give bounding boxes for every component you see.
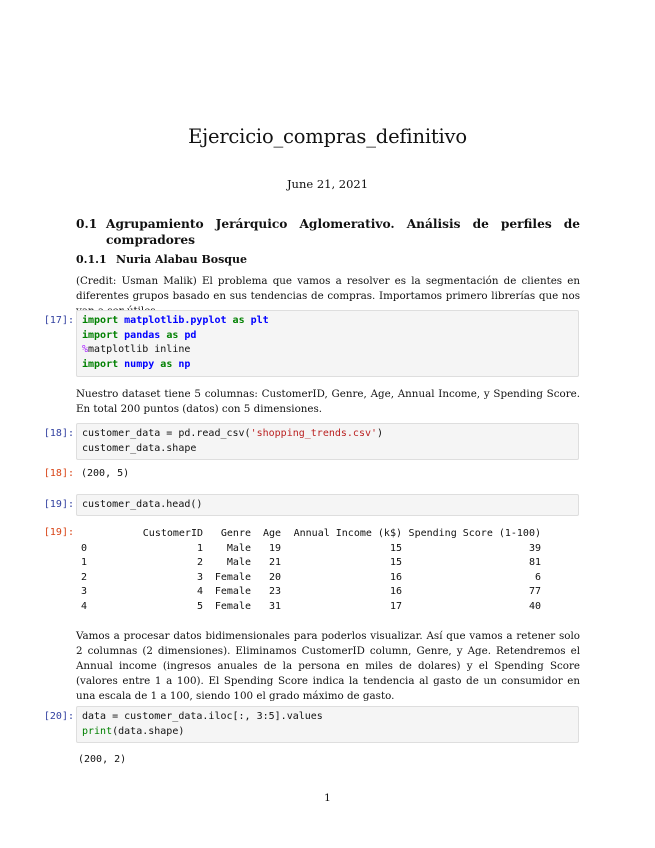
column-header: Annual Income (k$) xyxy=(293,528,402,539)
cell-20-output: (200, 2) xyxy=(78,754,127,765)
index-header xyxy=(81,527,119,542)
cell-age: 21 xyxy=(268,557,281,568)
keyword: as xyxy=(166,329,179,341)
string-literal: 'shopping_trends.csv' xyxy=(250,428,378,439)
cell-19-code[interactable] xyxy=(76,494,579,516)
cell-spending-score: 40 xyxy=(528,600,541,612)
paragraph-intro: (Credit: Usman Malik) El problema que vamos a resolver es la segmentación de clientes en diferentes grupos basado en sus tendencias de compras. Importamos primero librerías que nos xyxy=(76,275,580,302)
cell-spending-score: 81 xyxy=(528,557,541,568)
row-index: 1 xyxy=(81,557,88,568)
paragraph-processing: Vamos a procesar datos bidimensionales para poderlos visualizar. Así que vamos a retener solo 2 columnas (2 dimensiones). Eliminamos CustomerID column, Genre, y Age. Retendremos el Annual income (ingresos anuales de la persona en miles de dolares) y el Spending Score (valores entre 1 a 100). El Spending Score indica la tendencia al gasto de un consumidor en una escala de 1 a 100, siendo 100 el grado máximo de gasto. xyxy=(76,630,580,702)
cell-annual-income: 17 xyxy=(389,600,402,612)
cell-annual-income: 15 xyxy=(389,542,402,554)
row-index: 4 xyxy=(81,600,88,612)
cell-customer-id: 5 xyxy=(196,600,203,612)
section-number: 0.1 xyxy=(76,217,98,231)
magic-command: matplotlib inline xyxy=(88,344,191,355)
keyword: as xyxy=(160,358,173,370)
code-text: customer_data = pd.read_csv( xyxy=(82,428,251,439)
code-text: ) xyxy=(377,428,384,439)
cell-genre: Female xyxy=(214,600,251,612)
row-index: 0 xyxy=(81,542,88,554)
column-header: Age xyxy=(262,528,281,539)
cell-age: 19 xyxy=(268,542,281,554)
builtin-function: print xyxy=(82,725,113,737)
cell-genre: Male xyxy=(226,542,251,554)
code-text: (data.shape) xyxy=(112,725,185,737)
cell-18-prompt: [18]: xyxy=(43,428,74,439)
code-line: customer_data.shape xyxy=(82,442,197,454)
module-alias: np xyxy=(178,358,191,370)
paragraph-dataset: Nuestro dataset tiene 5 columnas: CustomerID, Genre, Age, Annual Income, y Spending Score. En total 200 puntos (datos) con 5 dimensiones. xyxy=(76,388,580,415)
cell-17-code[interactable] xyxy=(76,310,579,377)
keyword: import xyxy=(82,329,119,341)
cell-spending-score: 77 xyxy=(528,586,541,597)
keyword: as xyxy=(232,315,245,326)
cell-19-prompt: [19]: xyxy=(43,499,74,510)
column-header: Spending Score (1-100) xyxy=(408,528,541,539)
cell-18-code[interactable] xyxy=(76,423,579,460)
subsection-title: Nuria Alabau Bosque xyxy=(116,253,247,266)
cell-age: 31 xyxy=(268,600,281,612)
cell-genre: Female xyxy=(214,571,251,583)
table-row xyxy=(81,585,541,600)
cell-annual-income: 16 xyxy=(389,571,402,583)
module-alias: plt xyxy=(250,315,269,326)
keyword: import xyxy=(82,315,119,326)
cell-age: 20 xyxy=(268,571,281,583)
subsection-number: 0.1.1 xyxy=(76,253,107,266)
row-index: 3 xyxy=(81,586,88,597)
table-header-row xyxy=(81,527,541,542)
document-date: June 21, 2021 xyxy=(286,177,369,191)
magic-symbol: % xyxy=(82,344,89,355)
cell-20-code[interactable] xyxy=(76,706,579,743)
code-line: data = customer_data.iloc[:, 3:5].values xyxy=(82,711,323,722)
section-heading xyxy=(76,216,580,248)
cell-annual-income: 16 xyxy=(389,586,402,597)
table-row xyxy=(81,542,541,557)
row-index: 2 xyxy=(81,571,88,583)
code-line: customer_data.head() xyxy=(82,499,203,510)
module-name: matplotlib.pyplot xyxy=(124,315,227,326)
dataframe-output xyxy=(81,527,541,614)
cell-customer-id: 3 xyxy=(196,571,203,583)
cell-genre: Female xyxy=(214,586,251,597)
table-row xyxy=(81,556,541,571)
section-title: Agrupamiento Jerárquico Aglomerativo. Análisis de perfiles de compradores xyxy=(106,217,580,247)
cell-customer-id: 1 xyxy=(196,542,203,554)
module-name: numpy xyxy=(124,358,155,370)
cell-customer-id: 2 xyxy=(196,557,203,568)
page-number: 1 xyxy=(324,792,331,804)
column-header: Genre xyxy=(220,528,251,539)
column-header: CustomerID xyxy=(142,528,203,539)
cell-spending-score: 6 xyxy=(534,571,541,583)
table-row xyxy=(81,571,541,586)
cell-17-prompt: [17]: xyxy=(43,315,74,326)
keyword: import xyxy=(82,358,119,370)
module-alias: pd xyxy=(184,329,197,341)
cell-customer-id: 4 xyxy=(196,586,203,597)
cell-genre: Male xyxy=(226,557,251,568)
cell-20-prompt: [20]: xyxy=(43,711,74,722)
cell-18-output-prompt: [18]: xyxy=(43,468,74,479)
table-row xyxy=(81,600,541,615)
cell-annual-income: 15 xyxy=(389,557,402,568)
subsection-heading xyxy=(76,253,247,266)
cell-18-output: (200, 5) xyxy=(81,468,130,479)
document-title: Ejercicio_compras_definitivo xyxy=(188,125,467,148)
cell-spending-score: 39 xyxy=(528,542,541,554)
cell-19-output-prompt: [19]: xyxy=(43,527,74,538)
module-name: pandas xyxy=(124,329,161,341)
cell-age: 23 xyxy=(268,586,281,597)
